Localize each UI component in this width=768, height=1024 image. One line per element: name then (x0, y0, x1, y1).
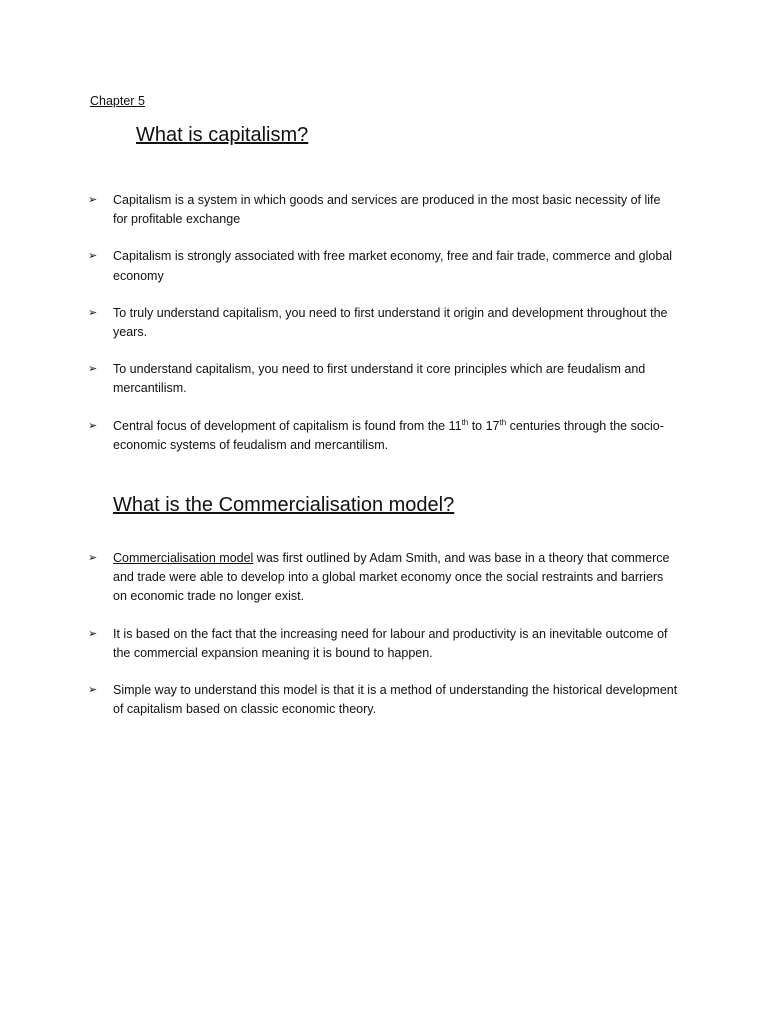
superscript-th: th (461, 417, 469, 427)
list-item (88, 191, 678, 229)
list-item-text (113, 419, 664, 452)
arrow-bullet-icon: ➢ (88, 627, 98, 640)
text-segment: to 17 (468, 418, 500, 433)
text-segment: centuries through the socio- economic systems of feudalism and mercantilism. (113, 418, 664, 452)
section-title-commercialisation: What is the Commercialisation model? (113, 494, 455, 516)
list-item-text: Simple way to understand this model is that it is a method of understanding the historical development of capitalism based on classic economic theory. (113, 683, 678, 717)
list-item-text: Capitalism is a system in which goods and services are produced in the most basic necessity of life for profitable exchange (113, 193, 661, 227)
list-item-text: Capitalism is strongly associated with free market economy, free and fair trade, commerce and global economy (113, 249, 673, 283)
list-item (88, 549, 678, 607)
arrow-bullet-icon: ➢ (88, 552, 98, 564)
capitalism-bullet-list (88, 191, 678, 473)
list-item (88, 681, 678, 719)
list-item-text: To truly understand capitalism, you need to first understand it origin and development throughout the years. (113, 305, 668, 340)
list-item-text: It is based on the fact that the increasing need for labour and productivity is an inevitable outcome of the commercial expansion meaning it is bound to happen. (113, 626, 668, 660)
text-segment: Central focus of development of capitalism is found from the 11 (113, 418, 462, 433)
arrow-bullet-icon: ➢ (88, 194, 98, 206)
list-item (88, 360, 678, 398)
superscript-th: th (499, 417, 507, 427)
list-item (88, 417, 678, 455)
list-item (88, 247, 678, 285)
list-item (88, 304, 678, 342)
text-segment: was first outlined by Adam Smith, and was base in a theory that commerce and trade were able to develop into a global market economy once the social restraints and barriers on economic trade no longer exist. (113, 551, 670, 604)
commercialisation-bullet-list (88, 549, 678, 737)
list-item-text (113, 551, 670, 603)
commercialisation-model-link[interactable]: Commercialisation model (113, 551, 254, 565)
list-item (88, 625, 678, 663)
arrow-bullet-icon: ➢ (88, 306, 98, 319)
arrow-bullet-icon: ➢ (88, 684, 98, 697)
chapter-label: Chapter 5 (90, 94, 145, 108)
list-item-text: To understand capitalism, you need to first understand it core principles which are feudalism and mercantilism. (113, 362, 646, 396)
arrow-bullet-icon: ➢ (88, 419, 98, 432)
section-title-capitalism: What is capitalism? (136, 124, 309, 146)
arrow-bullet-icon: ➢ (88, 250, 98, 263)
arrow-bullet-icon: ➢ (88, 363, 98, 376)
